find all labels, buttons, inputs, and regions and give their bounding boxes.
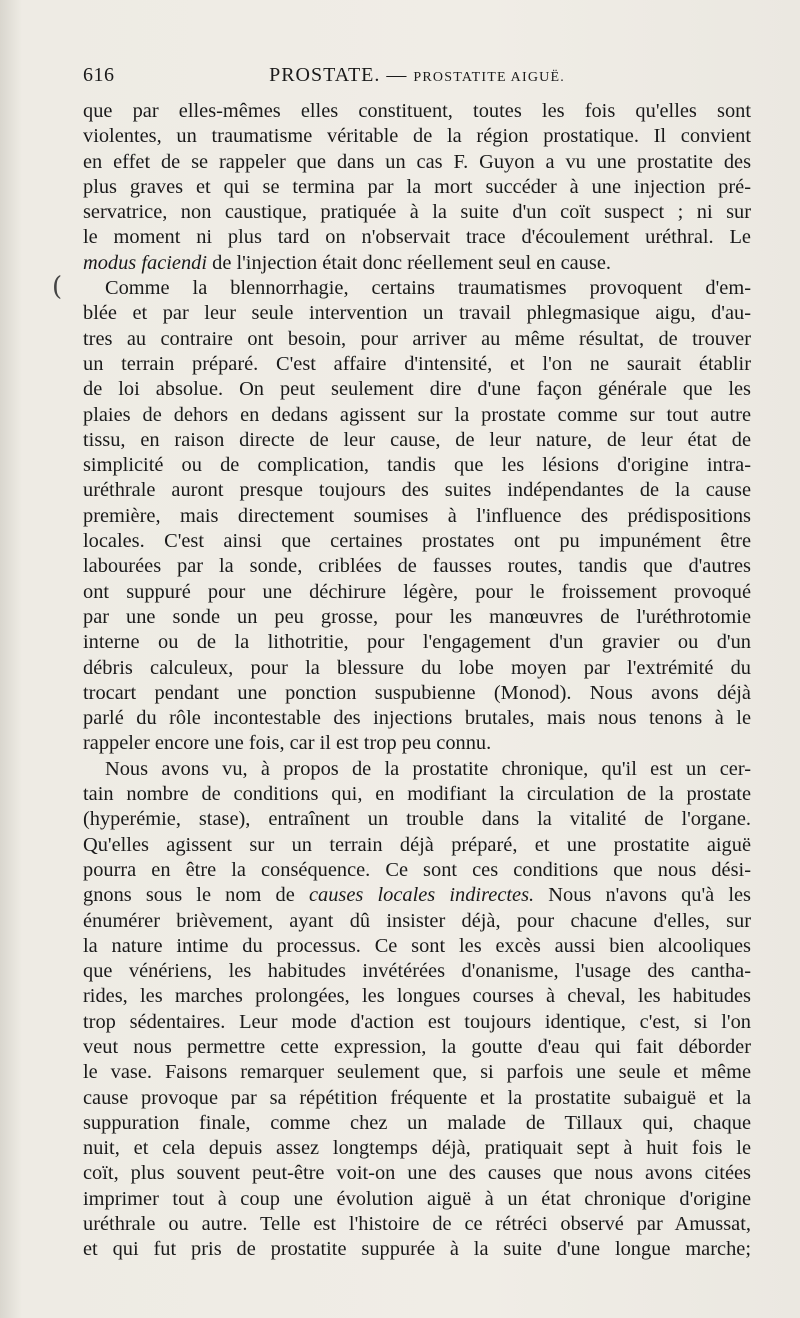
text-line: que par elles-mêmes elles constituent, toutes les fois qu'elles sont [83,100,751,122]
text-line-italic-start [83,251,751,276]
running-title [83,60,751,93]
text-line: que vénériens, les habitudes invétérées d'onanisme, l'usage des cantha- [83,960,751,983]
text-line: pourra en être la conséquence. Ce sont ces conditions que nous dési- [83,858,751,881]
italic-term-causes-locales: causes locales indirectes. [308,884,535,907]
text-line: trocart pendant une ponction suspubienne (Monod). Nous avons déjà [83,681,751,704]
text-line: uréthrale auront presque toujours des suites indépendantes de la cause [83,479,751,502]
text-line: locales. C'est ainsi que certaines prostates ont pu impunément être [83,530,751,553]
text-line: suppuration finale, comme chez un malade de Tillaux qui, chaque [83,1111,751,1134]
text-line: énumérer brièvement, ayant dû insister déjà, pour chacune d'elles, sur [83,909,751,932]
text-line: simplicité ou de complication, tandis que les lésions d'origine intra- [83,454,751,477]
text-line: tres au contraire ont besoin, pour arriver au même résultat, de trouver [83,327,751,350]
text-line: Qu'elles agissent sur un terrain déjà préparé, et une prostatite aiguë [83,833,751,856]
text-line: interne ou de la lithotritie, pour l'engagement d'un gravier ou d'un [83,631,751,654]
text-line-remainder: Nous n'avons qu'à les [534,884,751,907]
text-line: la nature intime du processus. Ce sont les excès aussi bien alcooliques [83,934,751,957]
text-line: le vase. Faisons remarquer seulement que, si parfois une seule et même [83,1061,751,1084]
text-line: Nous avons vu, à propos de la prostatite chronique, qu'il est un cer- [105,757,751,780]
text-line: blée et par leur seule intervention un travail phlegmasique aigu, d'au- [83,302,751,325]
text-line-lead: gnons sous le nom de [83,884,309,907]
text-line: nuit, et cela depuis assez longtemps déjà, pratiquait sept à huit fois le [83,1137,751,1160]
text-line: violentes, un traumatisme véritable de la région prostatique. Il convient [83,125,751,148]
text-line: en effet de se rappeler que dans un cas F. Guyon a vu une prostatite des [83,150,751,173]
italic-term-modus-faciendi: modus faciendi [83,251,208,274]
text-line: trop sédentaires. Leur mode d'action est toujours identique, c'est, si l'on [83,1010,751,1033]
text-line: par une sonde un peu grosse, pour les manœuvres de l'uréthrotomie [83,605,751,628]
running-header [83,60,751,90]
text-line: ont suppuré pour une déchirure légère, pour le froissement provoqué [83,580,751,603]
text-line: débris calculeux, pour la blessure du lobe moyen par l'extrémité du [83,656,751,679]
body-text [83,99,751,1263]
text-line: de loi absolue. On peut seulement dire d'une façon générale que les [83,378,751,401]
text-line-remainder: de l'injection était donc réellement seul en cause. [207,251,611,274]
page-number: 616 [83,64,115,86]
text-line: Comme la blennorrhagie, certains traumatismes provoquent d'em- [105,277,751,300]
text-line: rappeler encore une fois, car il est trop peu connu. [83,732,492,755]
text-line: parlé du rôle incontestable des injections brutales, mais nous tenons à le [83,707,751,730]
text-line: rides, les marches prolongées, les longues courses à cheval, les habitudes [83,985,751,1008]
text-line: plus graves et qui se termina par la mort succéder à une injection pré- [83,175,751,198]
text-line: tain nombre de conditions qui, en modifiant la circulation de la prostate [83,783,751,806]
text-line: plaies de dehors en dedans agissent sur la prostate comme sur tout autre [83,403,751,426]
text-line: tissu, en raison directe de leur cause, de leur nature, de leur état de [83,428,751,451]
margin-pencil-mark: ( [52,272,63,302]
running-title-main: PROSTATE. — [269,64,408,86]
text-line: et qui fut pris de prostatite suppurée à la suite d'une longue marche; [83,1238,751,1261]
text-line: un terrain préparé. C'est affaire d'intensité, et l'on ne saurait établir [83,352,751,375]
text-line: servatrice, non caustique, pratiquée à la suite d'un coït suspect ; ni sur [83,201,751,224]
text-line-italic-middle [83,883,751,908]
text-line: première, mais directement soumises à l'influence des prédispositions [83,504,751,527]
text-line: imprimer tout à coup une évolution aiguë à un état chronique d'origine [83,1187,751,1210]
text-line: veut nous permettre cette expression, la goutte d'eau qui fait déborder [83,1035,751,1058]
text-line: (hyperémie, stase), entraînent un trouble dans la vitalité de l'organe. [83,808,751,831]
text-line: le moment ni plus tard on n'observait trace d'écoulement uréthral. Le [83,226,751,249]
running-title-sub: PROSTATITE AIGUË. [413,70,565,85]
text-line: cause provoque par sa répétition fréquente et la prostatite subaiguë et la [83,1086,751,1109]
text-line: labourées par la sonde, criblées de fausses routes, tandis que d'autres [83,555,751,578]
text-line: coït, plus souvent peut-être voit-on une des causes que nous avons citées [83,1162,751,1185]
text-line: uréthrale ou autre. Telle est l'histoire de ce rétréci observé par Amussat, [83,1213,751,1236]
